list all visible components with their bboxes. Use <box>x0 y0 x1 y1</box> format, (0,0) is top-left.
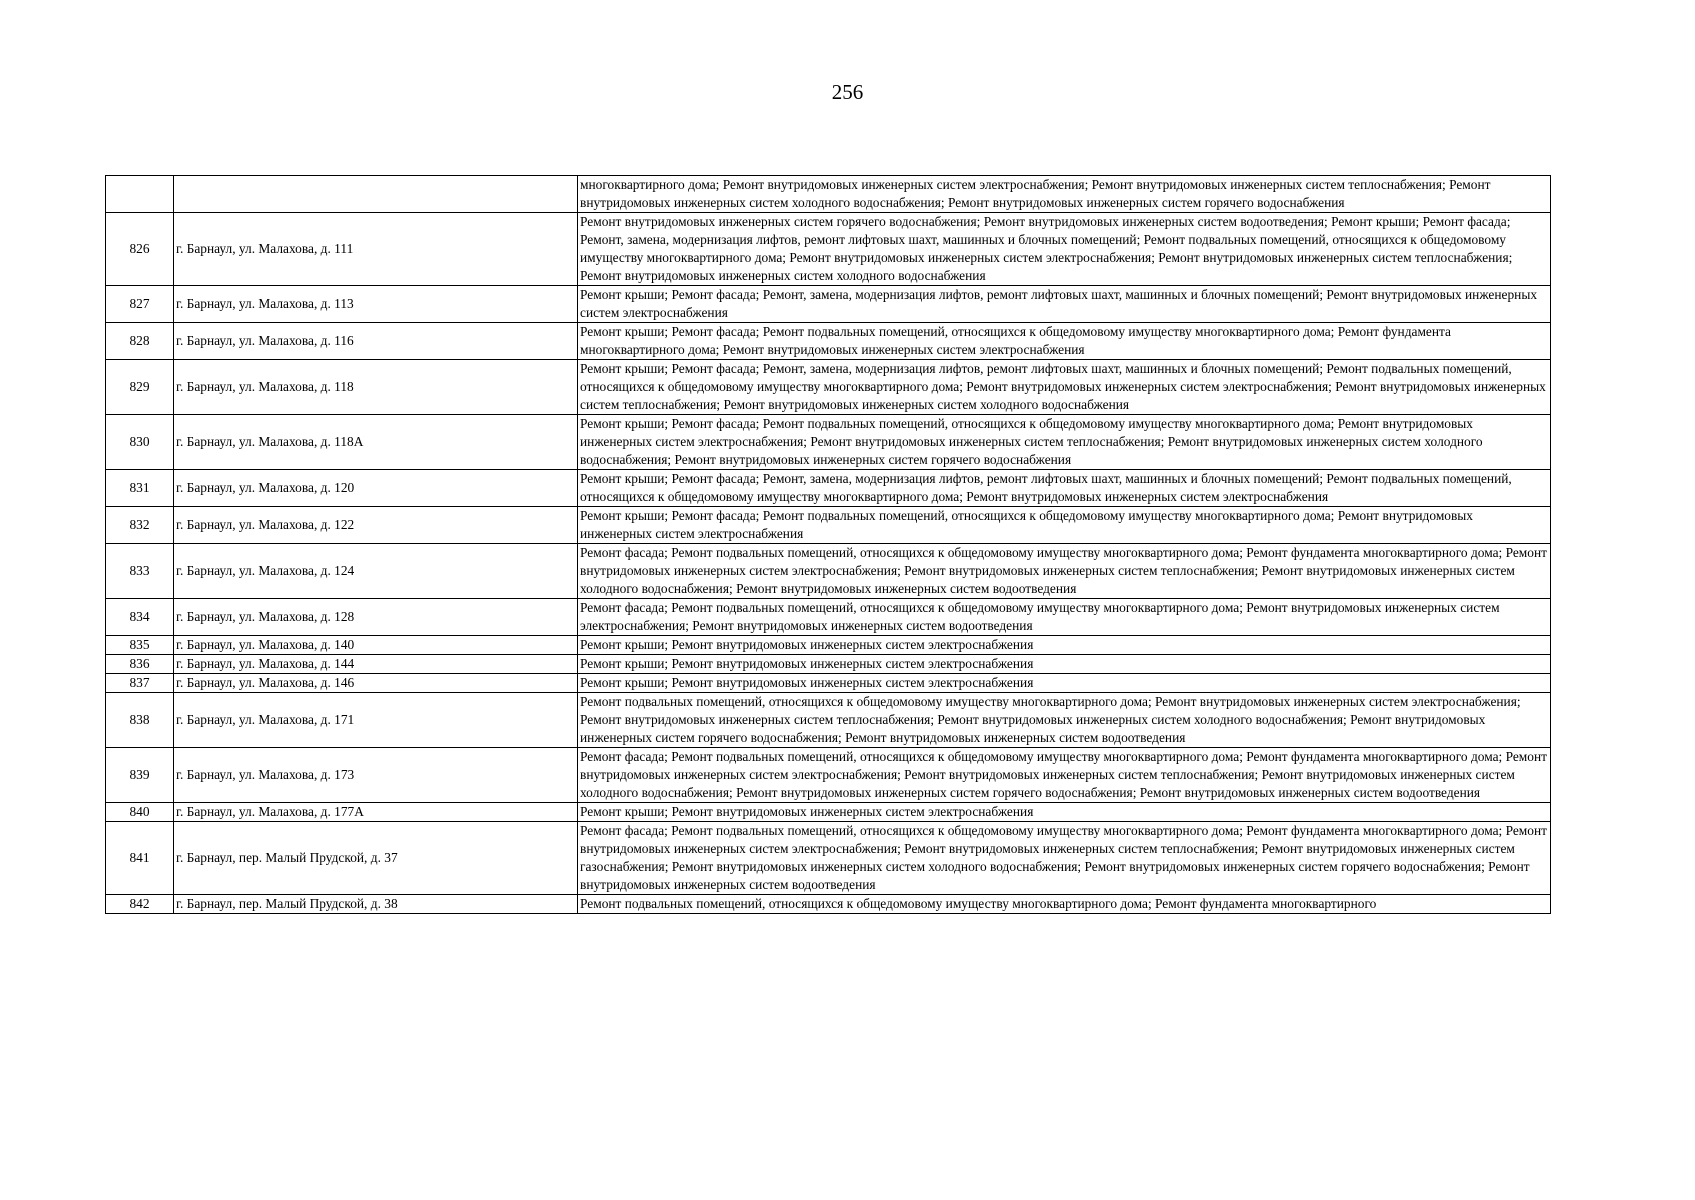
row-address: г. Барнаул, ул. Малахова, д. 111 <box>174 213 578 286</box>
row-works: Ремонт крыши; Ремонт внутридомовых инженерных систем электроснабжения <box>578 655 1551 674</box>
table-row <box>106 693 1551 748</box>
table-row <box>106 470 1551 507</box>
table-row <box>106 599 1551 636</box>
row-address: г. Барнаул, ул. Малахова, д. 177А <box>174 803 578 822</box>
row-works: Ремонт крыши; Ремонт фасада; Ремонт подвальных помещений, относящихся к общедомовому имуществу многоквартирного дома; Ремонт внутридомовых инженерных систем электроснабжения <box>578 507 1551 544</box>
row-address: г. Барнаул, ул. Малахова, д. 124 <box>174 544 578 599</box>
row-number: 828 <box>106 323 174 360</box>
row-works: Ремонт фасада; Ремонт подвальных помещений, относящихся к общедомовому имуществу многоквартирного дома; Ремонт фундамента многоквартирного дома; Ремонт внутридомовых инженерных систем электроснабжения; Ремонт внутридомовых инженерных систем теплоснабжения; Ремонт внутридомовых инженерных систем холодного водоснабжения; Ремонт внутридомовых инженерных систем водоотведения <box>578 544 1551 599</box>
row-number: 839 <box>106 748 174 803</box>
row-address: г. Барнаул, ул. Малахова, д. 118 <box>174 360 578 415</box>
row-number: 840 <box>106 803 174 822</box>
row-works: Ремонт крыши; Ремонт внутридомовых инженерных систем электроснабжения <box>578 674 1551 693</box>
row-number: 833 <box>106 544 174 599</box>
table-row <box>106 176 1551 213</box>
row-number: 832 <box>106 507 174 544</box>
table-row <box>106 674 1551 693</box>
row-works: Ремонт фасада; Ремонт подвальных помещений, относящихся к общедомовому имуществу многоквартирного дома; Ремонт фундамента многоквартирного дома; Ремонт внутридомовых инженерных систем электроснабжения; Ремонт внутридомовых инженерных систем теплоснабжения; Ремонт внутридомовых инженерных систем газоснабжения; Ремонт внутридомовых инженерных систем холодного водоснабжения; Ремонт внутридомовых инженерных систем горячего водоснабжения; Ремонт внутридомовых инженерных систем водоотведения <box>578 822 1551 895</box>
table-row <box>106 544 1551 599</box>
row-works: Ремонт фасада; Ремонт подвальных помещений, относящихся к общедомовому имуществу многоквартирного дома; Ремонт фундамента многоквартирного дома; Ремонт внутридомовых инженерных систем электроснабжения; Ремонт внутридомовых инженерных систем теплоснабжения; Ремонт внутридомовых инженерных систем холодного водоснабжения; Ремонт внутридомовых инженерных систем горячего водоснабжения; Ремонт внутридомовых инженерных систем водоотведения <box>578 748 1551 803</box>
row-address: г. Барнаул, ул. Малахова, д. 120 <box>174 470 578 507</box>
row-address: г. Барнаул, ул. Малахова, д. 113 <box>174 286 578 323</box>
row-works: Ремонт крыши; Ремонт внутридомовых инженерных систем электроснабжения <box>578 636 1551 655</box>
table-row <box>106 415 1551 470</box>
row-works: Ремонт подвальных помещений, относящихся к общедомовому имуществу многоквартирного дома; Ремонт внутридомовых инженерных систем электроснабжения; Ремонт внутридомовых инженерных систем теплоснабжения; Ремонт внутридомовых инженерных систем холодного водоснабжения; Ремонт внутридомовых инженерных систем горячего водоснабжения; Ремонт внутридомовых инженерных систем водоотведения <box>578 693 1551 748</box>
row-number: 841 <box>106 822 174 895</box>
table-row <box>106 636 1551 655</box>
row-address: г. Барнаул, ул. Малахова, д. 128 <box>174 599 578 636</box>
row-address: г. Барнаул, ул. Малахова, д. 173 <box>174 748 578 803</box>
row-works: Ремонт крыши; Ремонт внутридомовых инженерных систем электроснабжения <box>578 803 1551 822</box>
row-number: 830 <box>106 415 174 470</box>
table-row <box>106 213 1551 286</box>
table-row <box>106 323 1551 360</box>
table-row <box>106 360 1551 415</box>
row-number: 827 <box>106 286 174 323</box>
row-address: г. Барнаул, пер. Малый Прудской, д. 38 <box>174 895 578 914</box>
row-works: Ремонт крыши; Ремонт фасада; Ремонт подвальных помещений, относящихся к общедомовому имуществу многоквартирного дома; Ремонт внутридомовых инженерных систем электроснабжения; Ремонт внутридомовых инженерных систем теплоснабжения; Ремонт внутридомовых инженерных систем холодного водоснабжения; Ремонт внутридомовых инженерных систем горячего водоснабжения <box>578 415 1551 470</box>
row-works: Ремонт крыши; Ремонт фасада; Ремонт, замена, модернизация лифтов, ремонт лифтовых шахт, машинных и блочных помещений; Ремонт подвальных помещений, относящихся к общедомовому имуществу многоквартирного дома; Ремонт внутридомовых инженерных систем электроснабжения <box>578 470 1551 507</box>
row-address: г. Барнаул, ул. Малахова, д. 146 <box>174 674 578 693</box>
row-address: г. Барнаул, ул. Малахова, д. 171 <box>174 693 578 748</box>
row-address: г. Барнаул, ул. Малахова, д. 144 <box>174 655 578 674</box>
row-works: Ремонт внутридомовых инженерных систем горячего водоснабжения; Ремонт внутридомовых инженерных систем водоотведения; Ремонт крыши; Ремонт фасада; Ремонт, замена, модернизация лифтов, ремонт лифтовых шахт, машинных и блочных помещений; Ремонт подвальных помещений, относящихся к общедомовому имуществу многоквартирного дома; Ремонт внутридомовых инженерных систем электроснабжения; Ремонт внутридомовых инженерных систем теплоснабжения; Ремонт внутридомовых инженерных систем холодного водоснабжения <box>578 213 1551 286</box>
row-number: 835 <box>106 636 174 655</box>
row-address <box>174 176 578 213</box>
row-works: Ремонт крыши; Ремонт фасада; Ремонт, замена, модернизация лифтов, ремонт лифтовых шахт, машинных и блочных помещений; Ремонт внутридомовых инженерных систем электроснабжения <box>578 286 1551 323</box>
row-works: Ремонт крыши; Ремонт фасада; Ремонт подвальных помещений, относящихся к общедомовому имуществу многоквартирного дома; Ремонт фундамента многоквартирного дома; Ремонт внутридомовых инженерных систем электроснабжения <box>578 323 1551 360</box>
row-address: г. Барнаул, ул. Малахова, д. 118А <box>174 415 578 470</box>
row-number: 829 <box>106 360 174 415</box>
table-row <box>106 822 1551 895</box>
table-body <box>106 176 1551 914</box>
table-row <box>106 507 1551 544</box>
table-row <box>106 748 1551 803</box>
row-number: 826 <box>106 213 174 286</box>
row-number: 834 <box>106 599 174 636</box>
repair-works-table <box>105 175 1551 914</box>
row-address: г. Барнаул, ул. Малахова, д. 140 <box>174 636 578 655</box>
row-works: Ремонт крыши; Ремонт фасада; Ремонт, замена, модернизация лифтов, ремонт лифтовых шахт, машинных и блочных помещений; Ремонт подвальных помещений, относящихся к общедомовому имуществу многоквартирного дома; Ремонт внутридомовых инженерных систем электроснабжения; Ремонт внутридомовых инженерных систем теплоснабжения; Ремонт внутридомовых инженерных систем холодного водоснабжения <box>578 360 1551 415</box>
row-address: г. Барнаул, ул. Малахова, д. 116 <box>174 323 578 360</box>
table-row <box>106 895 1551 914</box>
row-address: г. Барнаул, пер. Малый Прудской, д. 37 <box>174 822 578 895</box>
row-number: 838 <box>106 693 174 748</box>
row-number <box>106 176 174 213</box>
table-row <box>106 286 1551 323</box>
page-number: 256 <box>831 80 864 104</box>
table-row <box>106 803 1551 822</box>
row-number: 831 <box>106 470 174 507</box>
row-works: Ремонт фасада; Ремонт подвальных помещений, относящихся к общедомовому имуществу многоквартирного дома; Ремонт внутридомовых инженерных систем электроснабжения; Ремонт внутридомовых инженерных систем водоотведения <box>578 599 1551 636</box>
row-number: 836 <box>106 655 174 674</box>
row-works: Ремонт подвальных помещений, относящихся к общедомовому имуществу многоквартирного дома; Ремонт фундамента многоквартирного <box>578 895 1551 914</box>
table-row <box>106 655 1551 674</box>
row-number: 842 <box>106 895 174 914</box>
row-works: многоквартирного дома; Ремонт внутридомовых инженерных систем электроснабжения; Ремонт внутридомовых инженерных систем теплоснабжения; Ремонт внутридомовых инженерных систем холодного водоснабжения; Ремонт внутридомовых инженерных систем горячего водоснабжения <box>578 176 1551 213</box>
row-number: 837 <box>106 674 174 693</box>
row-address: г. Барнаул, ул. Малахова, д. 122 <box>174 507 578 544</box>
